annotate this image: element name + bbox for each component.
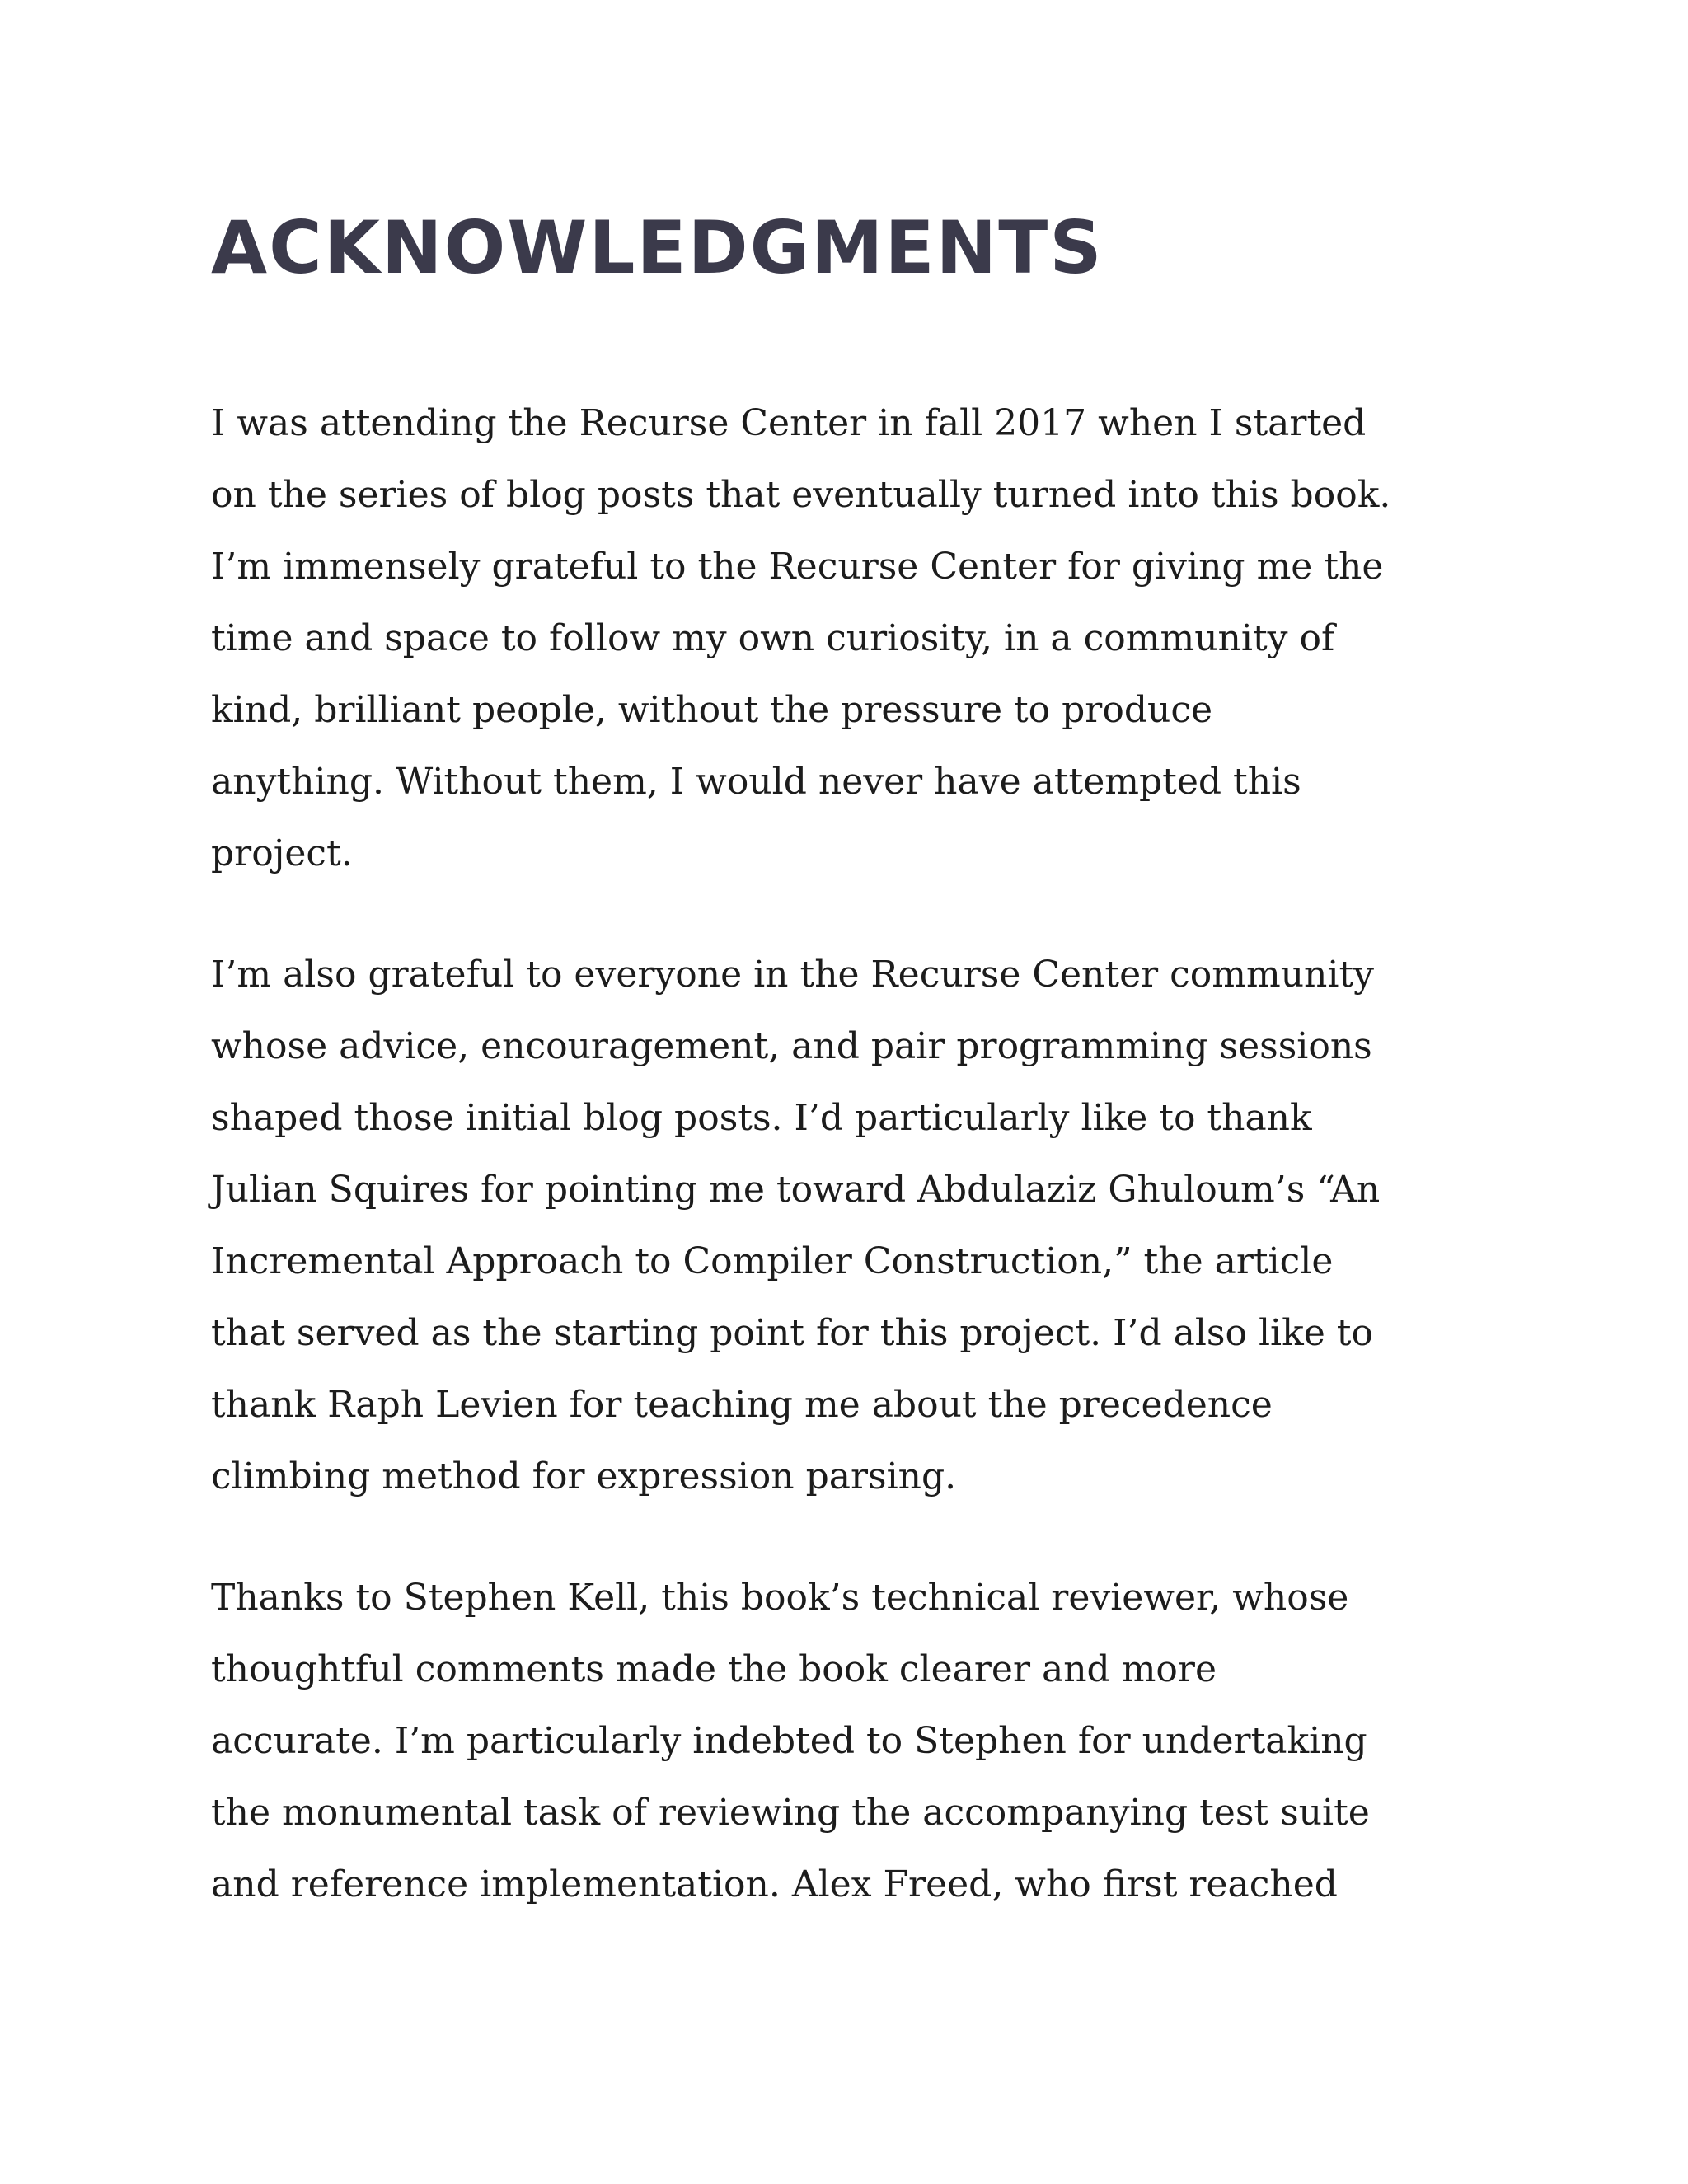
paragraph-3	[211, 1562, 1497, 1920]
text-line: I’m immensely grateful to the Recurse Center for giving me the	[211, 545, 1384, 588]
text-line: accurate. I’m particularly indebted to Stephen for undertaking	[211, 1719, 1367, 1762]
text-line: I was attending the Recurse Center in fall 2017 when I started	[211, 401, 1367, 444]
paragraph-2	[211, 939, 1497, 1512]
document-body	[211, 204, 1497, 1970]
chapter-heading: ACKNOWLEDGMENTS	[211, 205, 1104, 290]
text-line: on the series of blog posts that eventually turned into this book.	[211, 473, 1391, 516]
text-line: time and space to follow my own curiosity, in a community of	[211, 616, 1335, 659]
text-line: that served as the starting point for this project. I’d also like to	[211, 1311, 1373, 1354]
text-line: and reference implementation. Alex Freed, who first reached	[211, 1863, 1338, 1905]
text-line: Julian Squires for pointing me toward Abdulaziz Ghuloum’s “An	[211, 1168, 1381, 1211]
text-line: whose advice, encouragement, and pair programming sessions	[211, 1024, 1372, 1067]
text-line: Incremental Approach to Compiler Construction,” the article	[211, 1240, 1334, 1282]
text-line: project.	[211, 832, 353, 874]
paragraph-1	[211, 387, 1497, 889]
text-line: the monumental task of reviewing the accompanying test suite	[211, 1791, 1370, 1834]
text-line: shaped those initial blog posts. I’d particularly like to thank	[211, 1096, 1312, 1139]
text-line: thank Raph Levien for teaching me about the precedence	[211, 1383, 1273, 1426]
text-line: anything. Without them, I would never have attempted this	[211, 760, 1301, 803]
text-line: thoughtful comments made the book clearer and more	[211, 1647, 1217, 1690]
text-line: kind, brilliant people, without the pressure to produce	[211, 688, 1213, 731]
text-line: I’m also grateful to everyone in the Recurse Center community	[211, 953, 1374, 996]
text-line: climbing method for expression parsing.	[211, 1455, 957, 1497]
text-line: Thanks to Stephen Kell, this book’s technical reviewer, whose	[211, 1576, 1349, 1619]
